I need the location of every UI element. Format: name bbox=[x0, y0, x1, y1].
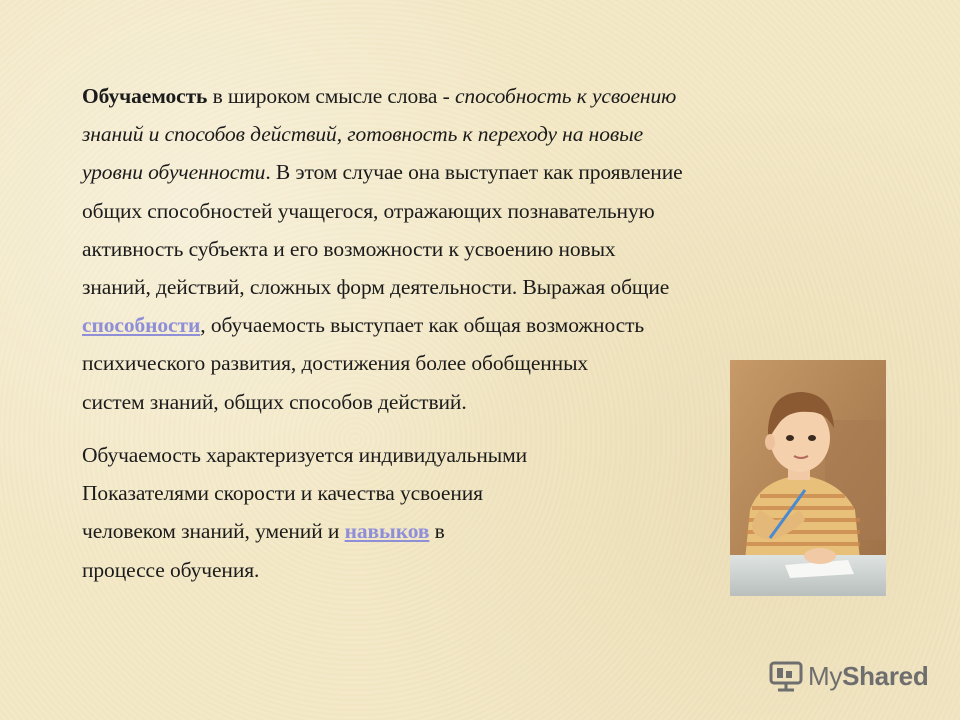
italic-span: уровни обученности bbox=[82, 160, 266, 185]
term-bold: Обучаемость bbox=[82, 84, 208, 108]
text-line: психического развития, достижения более обобщенных bbox=[82, 351, 589, 376]
text-line bbox=[82, 512, 722, 550]
skills-link[interactable]: навыков bbox=[344, 519, 430, 544]
text-line: активность субъекта и его возможности к усвоению новых bbox=[82, 236, 616, 261]
italic-span: знаний и способов действий, готовность к переходу на новые bbox=[82, 122, 644, 147]
watermark-text bbox=[808, 661, 928, 692]
child-illustration bbox=[730, 360, 886, 596]
text-span: в широком смысле слова - bbox=[207, 84, 455, 108]
text-line: Обучаемость характеризуется индивидуальными bbox=[82, 443, 528, 467]
watermark-text-bold: Shared bbox=[842, 660, 929, 691]
characteristics-paragraph bbox=[82, 436, 722, 589]
text-span: человеком знаний, умений и bbox=[82, 519, 345, 544]
text-line: систем знаний, общих способов действий. bbox=[82, 389, 467, 414]
abilities-link[interactable]: способности bbox=[82, 313, 201, 338]
text-line: знаний, действий, сложных форм деятельности. Выражая общие bbox=[82, 275, 670, 300]
text-span: в bbox=[429, 519, 445, 544]
italic-span: способность к усвоению bbox=[454, 84, 677, 108]
text-line: общих способностей учащегося, отражающих познавательную bbox=[82, 198, 655, 223]
text-line bbox=[82, 77, 862, 115]
watermark-logo bbox=[768, 656, 928, 696]
mayshared-logo-icon bbox=[768, 659, 804, 693]
text-span: , обучаемость выступает как общая возможность bbox=[200, 313, 645, 338]
child-photo bbox=[730, 360, 886, 596]
text-span: . В этом случае она выступает как проявление bbox=[265, 160, 683, 185]
watermark-text-regular: My bbox=[808, 660, 843, 691]
text-line bbox=[82, 153, 862, 191]
text-line: процессе обучения. bbox=[82, 557, 260, 582]
text-line bbox=[82, 306, 862, 344]
text-line bbox=[82, 115, 862, 153]
text-line: Показателями скорости и качества усвоения bbox=[82, 481, 483, 506]
